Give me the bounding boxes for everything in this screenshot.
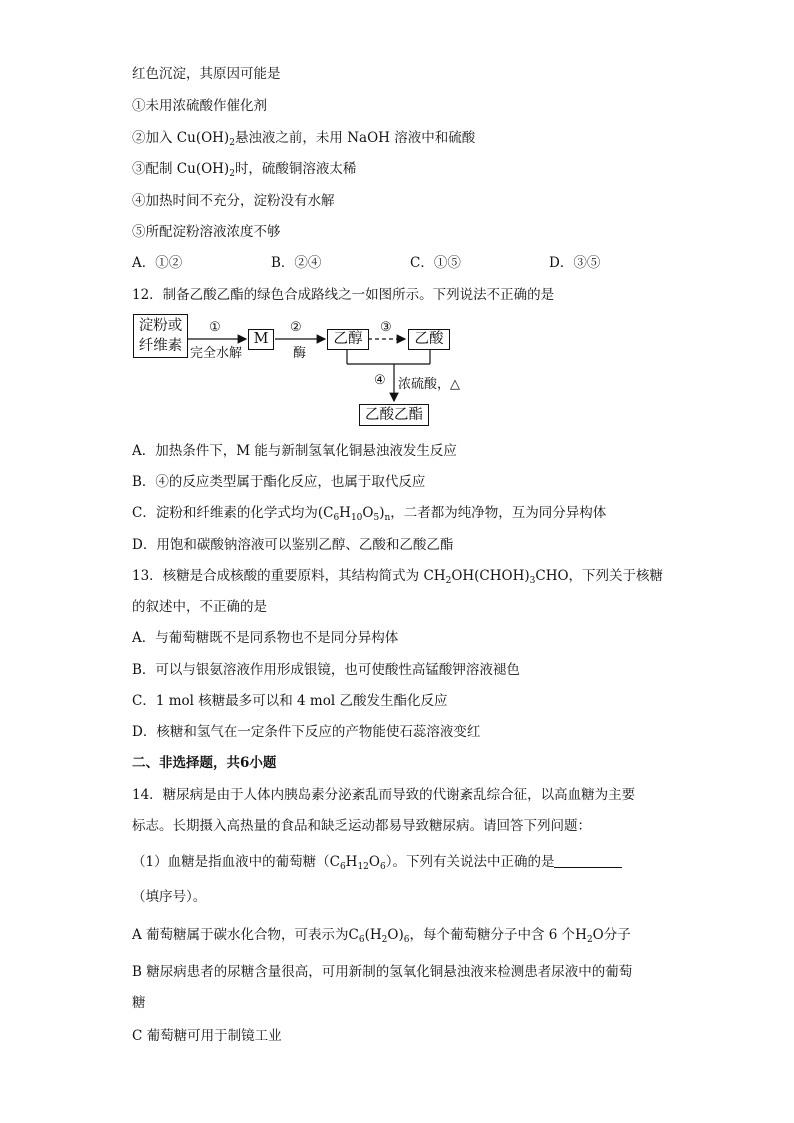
q13-option-b: B．可以与银氨溶液作用形成银镜，也可使酸性高锰酸钾溶液褪色 <box>132 662 520 678</box>
q14-sub1-tail: （填序号）。 <box>132 889 207 905</box>
step1-number: ① <box>209 320 221 335</box>
q11-option-b: B．②④ <box>271 255 322 271</box>
q12-stem: 12．制备乙酸乙酯的绿色合成路线之一如图所示。下列说法不正确的是 <box>132 287 555 303</box>
q14-option-c: C 葡萄糖可用于制镜工业 <box>132 1028 282 1044</box>
q11-reason-5: ⑤所配淀粉溶液浓度不够 <box>132 224 281 240</box>
step3-number: ③ <box>380 320 392 335</box>
acetic-acid-box: 乙酸 <box>408 329 450 350</box>
step1-condition: 完全水解 <box>190 346 243 361</box>
q11-reason-3: ③配制 $Cu(OH)_2$时，硫酸铜溶液太稀 <box>132 161 357 179</box>
q11-reason-1: ①未用浓硫酸作催化剂 <box>132 98 267 114</box>
starch-cellulose-box: 淀粉或 纤维素 <box>133 314 188 358</box>
q14-option-a: A 葡萄糖属于碳水化合物，可表示为$C_6(H_2O)_6$，每个葡萄糖分子中含 6 个$H_2O$分子 <box>132 927 631 945</box>
q11-option-c: C．①⑤ <box>410 255 461 271</box>
step2-number: ② <box>290 320 302 335</box>
ethanol-box: 乙醇 <box>327 329 369 350</box>
q11-stem-tail: 红色沉淀，其原因可能是 <box>132 66 281 82</box>
q11-option-d: D．③⑤ <box>549 255 601 271</box>
q14-stem-line2: 标志。长期摄入高热量的食品和缺乏运动都易导致糖尿病。请回答下列问题： <box>132 818 591 834</box>
glucose-formula: $C_6H_{12}O_6$ <box>329 854 386 872</box>
step4-condition: 浓硫酸，△ <box>398 377 460 392</box>
ethyl-acetate-box: 乙酸乙酯 <box>359 404 429 426</box>
step4-number: ④ <box>374 373 386 388</box>
section-heading: 二、非选择题，共6小题 <box>132 755 277 771</box>
q14-stem-line1: 14．糖尿病是由于人体内胰岛素分泌紊乱而导致的代谢紊乱综合征，以高血糖为主要 <box>132 787 636 803</box>
q14-option-b-line2: 糖 <box>132 995 146 1011</box>
diagram-arrows <box>0 0 794 440</box>
step2-condition: 酶 <box>293 346 307 361</box>
q13-stem-line1: 13．核糖是合成核酸的重要原料，其结构简式为 $CH_2OH(CHOH)_3CHO$，下列关于核糖 <box>132 568 664 586</box>
m-box: M <box>248 329 274 350</box>
q11-reason-4: ④加热时间不充分，淀粉没有水解 <box>132 193 335 209</box>
q12-option-c: C．淀粉和纤维素的化学式均为$(C_6H_{10}O_5)_n$，二者都为纯净物，互为同分异构体 <box>132 505 607 523</box>
q13-option-d: D．核糖和氢气在一定条件下反应的产物能使石蕊溶液变红 <box>132 724 481 740</box>
carbohydrate-formula: $C_6(H_2O)_6$ <box>348 927 410 945</box>
q12-option-d: D．用饱和碳酸钠溶液可以鉴别乙醇、乙酸和乙酸乙酯 <box>132 537 454 553</box>
q13-option-c: C．1 mol 核糖最多可以和 4 mol 乙酸发生酯化反应 <box>132 693 448 709</box>
q11-option-a: A．①② <box>132 255 183 271</box>
q13-stem-line2: 的叙述中，不正确的是 <box>132 599 267 615</box>
water-formula: $H_2O$ <box>575 927 604 945</box>
q11-reason-2: ②加入 $Cu(OH)_2$悬浊液之前，未用 NaOH 溶液中和硫酸 <box>132 130 476 148</box>
q13-option-a: A．与葡萄糖既不是同系物也不是同分异构体 <box>132 630 399 646</box>
q12-option-b: B．④的反应类型属于酯化反应，也属于取代反应 <box>132 474 426 490</box>
q12-option-a: A．加热条件下，M 能与新制氢氧化铜悬浊液发生反应 <box>132 443 457 459</box>
q14-sub1: （1）血糖是指血液中的葡萄糖$(C_6H_{12}O_6)$。下列有关说法中正确的是 <box>132 852 622 872</box>
answer-blank <box>554 853 622 868</box>
q14-option-b-line1: B 糖尿病患者的尿糖含量很高，可用新制的氢氧化铜悬浊液来检测患者尿液中的葡萄 <box>132 964 633 980</box>
